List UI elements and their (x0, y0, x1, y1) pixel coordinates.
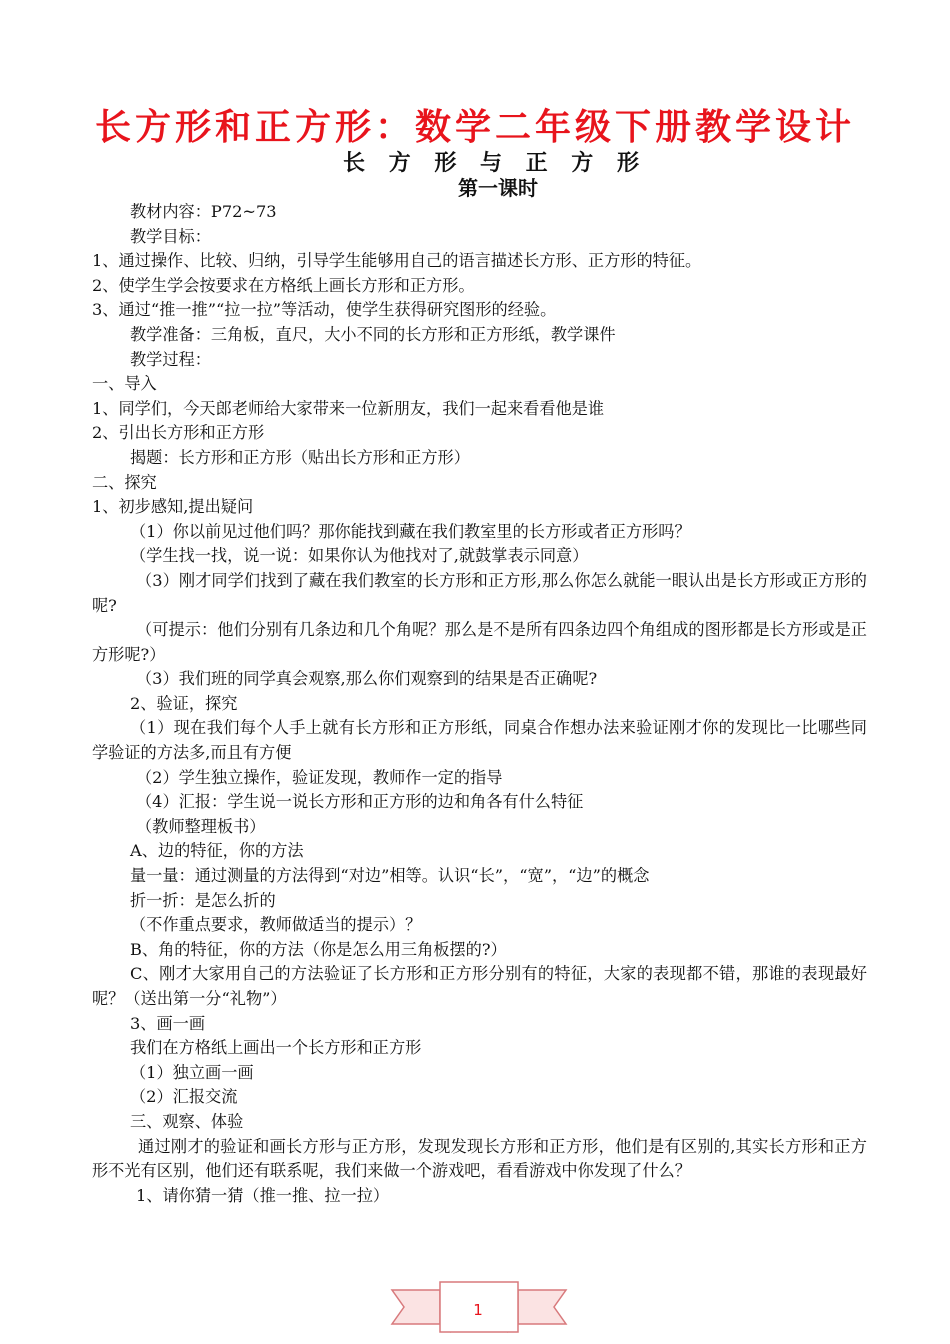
text-line: 三、观察、体验 (130, 1111, 244, 1131)
text-line: 教学过程： (130, 349, 211, 369)
document-body (92, 200, 867, 1208)
text-line: （4）汇报：学生说一说长方形和正方形的边和角各有什么特征 (136, 792, 584, 812)
page-number: 1 (473, 1301, 483, 1319)
text-line: 1、同学们，今天郎老师给大家带来一位新朋友，我们一起来看看他是谁 (92, 398, 605, 418)
text-line: B、角的特征，你的方法（你是怎么用三角板摆的?） (130, 939, 507, 959)
text-line: 教学准备：三角板，直尺，大小不同的长方形和正方形纸，教学课件 (130, 324, 616, 344)
text-line: （3）我们班的同学真会观察,那么你们观察到的结果是否正确呢? (136, 669, 598, 689)
text-line: 3、通过“推一推”“拉一拉”等活动，使学生获得研究图形的经验。 (92, 300, 557, 320)
text-line: 3、画一画 (130, 1013, 206, 1033)
text-line: A、边的特征，你的方法 (130, 841, 304, 861)
text-line: 教材内容：P72~73 (130, 202, 277, 221)
text-line: （不作重点要求，教师做适当的提示）？ (130, 915, 422, 935)
text-line: （1）独立画一画 (130, 1062, 254, 1082)
text-line: 一、导入 (92, 374, 157, 394)
lesson-label: 第一课时 (458, 176, 538, 200)
text-line: 1、请你猜一猜（推一推、拉一拉） (136, 1185, 390, 1205)
text-line: 2、验证，探究 (130, 693, 238, 713)
text-line: 2、引出长方形和正方形 (92, 423, 265, 443)
text-line: （学生找一找，说一说：如果你认为他找对了,就鼓掌表示同意） (130, 546, 589, 566)
text-paragraph: （可提示：他们分别有几条边和几个角呢？那么是不是所有四条边四个角组成的图形都是长方形或是正方形呢?） (92, 620, 867, 664)
text-line: （教师整理板书） (136, 816, 266, 836)
text-line: 折一折：是怎么折的 (130, 890, 276, 910)
text-line: （1）你以前见过他们吗？那你能找到藏在我们教室里的长方形或者正方形吗？ (130, 521, 691, 541)
text-line: 量一量：通过测量的方法得到“对边”相等。认识“长”，“宽”，“边”的概念 (130, 866, 650, 886)
text-line: 教学目标： (130, 226, 211, 246)
text-line: 2、使学生学会按要求在方格纸上画长方形和正方形。 (92, 275, 475, 295)
text-paragraph: 通过刚才的验证和画长方形与正方形，发现发现长方形和正方形，他们是有区别的,其实长方形和正方形不光有区别，他们还有联系呢，我们来做一个游戏吧，看看游戏中你发现了什么？ (92, 1136, 867, 1181)
text-line: 揭题：长方形和正方形（贴出长方形和正方形） (130, 447, 470, 467)
text-paragraph: C、刚才大家用自己的方法验证了长方形和正方形分别有的特征，大家的表现都不错，那谁的表现最好呢？（送出第一分“礼物”） (92, 964, 867, 1008)
document-subtitle: 长 方 形 与 正 方 形 (343, 151, 647, 176)
text-line: （2）汇报交流 (130, 1087, 238, 1107)
text-line: 1、通过操作、比较、归纳，引导学生能够用自己的语言描述长方形、正方形的特征。 (92, 251, 702, 271)
text-line: （2）学生独立操作，验证发现，教师作一定的指导 (136, 767, 503, 787)
text-line: 二、探究 (92, 472, 157, 492)
text-paragraph: （1）现在我们每个人手上就有长方形和正方形纸，同桌合作想办法来验证刚才你的发现比一比哪些同学验证的方法多,而且有方便 (92, 718, 867, 763)
text-paragraph: （3）刚才同学们找到了藏在我们教室的长方形和正方形,那么你怎么就能一眼认出是长方形或正方形的呢? (92, 570, 867, 615)
document-title: 长方形和正方形：数学二年级下册教学设计 (94, 107, 855, 148)
text-line: 我们在方格纸上画出一个长方形和正方形 (130, 1038, 422, 1058)
text-line: 1、初步感知,提出疑问 (92, 497, 254, 517)
